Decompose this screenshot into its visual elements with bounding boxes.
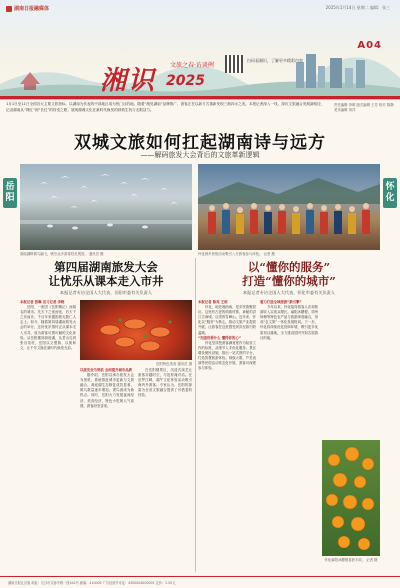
left-body-2: 据介绍，岳阳以承办旅发大会为契机，系统推进城市更新与文旅融合。洞庭湖生态修复成效显著，候鸟数量逐年增加，观鸟游成为新热点。同时，岳阳大力发展夜间经济、美食经济，特色小吃街人气高涨，游客纷至沓来。 [80,373,134,408]
left-col-1 [20,300,76,574]
right-col-1 [198,300,256,574]
caption-lake: 洞庭湖畔候鸟翩飞，吸引众多游客驻足观赏。 通讯员 摄 [20,252,104,256]
issue-date: 2025年1月14日 星期二 编辑：张三 [325,5,390,10]
right-subheading-1: “知道你要什么 懂得你的心” [198,335,241,340]
left-col-3 [138,368,192,574]
photo-dongting-lake [20,164,192,250]
skyline-illustration [0,44,400,100]
left-section-subtitle: 本报记者专访全国人大代表、岳阳市委有关负责人 [59,290,153,295]
left-body-3: 在岳阳楼景区，沉浸式演艺让游客穿越时空，与范仲淹对话。在汨罗江畔，端午文化体验活动吸引海内外游客。专家认为，岳阳的探索为全省文旅融合提供了可借鉴的经验。 [138,368,192,398]
left-body-1: 岳阳，一座因《岳阳楼记》而闻名的城市。先天下之忧而忧，后天下之乐而乐，千百年来激励着无数仁人志士。如今，随着第四届湖南旅发大会的举办，这份忧乐情怀正从课本走入市井，成为游客可感可触的文化体验。从岳阳楼到洞庭湖，从君山岛到张谷英村，岳阳以文塑旅、以旅彰文，让千年文脉在新时代焕发光彩。 [20,305,76,350]
main-headline: 双城文旅如何扛起湖南诗与远方 [74,133,326,153]
photo-folk-festival [198,164,380,250]
orange-harvest-illustration [322,440,380,556]
left-title-line2: 让忧乐从课本走入市井 [48,274,164,288]
crayfish-illustration [80,300,192,360]
right-body-3: 今年以来，怀化接待游客人次和旅游收入实现双增长。麻阳冰糖橙、靖州杨梅等特色农产品与旅游深度融合，形成“农文旅”一体化发展格局。下一步，怀化将持续优化营商环境，吸引更多优质项目落地，全力建设国内外知名旅游目的地。 [260,305,318,340]
left-title-line1: 第四届湖南旅发大会 [54,260,158,274]
right-body-2: 怀化坚持把游客满意度作为检验工作的标准，从细节入手优化服务。景区增设便民设施，推出一站式预约平台，打造智慧旅游体验。侗族大歌、芦笙表演等民俗活动常态化开展，游客可深度参与体验。 [198,340,256,371]
left-subheading: 以旅发会为契机 全面提升城市品质 [80,368,133,372]
editor-credits: 责任编辑 李明 版式编辑 王芳 校对 陈静 美术编辑 刘洋 [334,103,394,112]
side-tab-yueyang: 岳阳 [3,178,17,208]
photo-crayfish-dish [80,300,192,360]
column-divider [195,258,196,572]
right-body-1: 怀化，地处湘西南，是多民族聚居区。这里有古老的侗族村寨、神秘的洪江古商城、壮美的雪峰山。近年来，怀化以“服务”为核心，推动文旅产业提质升级，让游客在这里感受到宾至如归的温暖。 [198,305,256,335]
bird-flock-illustration [20,164,192,250]
caption-oranges: 怀化麻阳冰糖橙喜获丰收。 记者 摄 [324,558,378,562]
festival-illustration [198,164,380,250]
right-section-subtitle: 本报记者专访全国人大代表、怀化市委有关负责人 [242,290,336,295]
side-tab-huaihua: 怀化 [383,178,397,208]
photo-oranges [322,440,380,556]
column-subtitle: 文旅之春·访谈例 [170,62,214,69]
right-title-line2: 打造“懂你的城市” [242,274,336,288]
page-footer: 湖南日报社出版 地址：长沙市芙蓉中路一段442号 邮编：410005 广告经营许可证：4300004000005 定价：1.50元 [0,576,400,588]
qr-caption: 扫码看湘识，了解更多精彩内容 [247,58,303,63]
masthead-rule [0,96,400,99]
right-title-line1: 以“懂你的服务” [247,260,331,274]
right-byline: 本报记者 陈亮 王雨 [198,300,228,304]
logo-icon [6,6,12,12]
left-section-title [20,260,192,288]
newspaper-logo [6,5,49,12]
caption-food: 岳阳特色美食 通讯员 摄 [155,362,192,366]
column-title: 湘识 [100,66,157,96]
right-section-title [198,260,380,288]
left-byline: 本报记者 张琳 见习记者 李晓 [20,300,65,304]
right-subheading-2: 着力打造全域旅游“新引擎” [260,300,302,304]
summary-text: 1月1日至11日全国各大主要文旅指标，以湖南为代表的中部地区成为热门目的地。随着“湘见湖南”品牌推广，游客正在以新方式重新发现三湘四水之美。本报记者深入一线，探访文旅融合发展新路径，记录湖南从“网红”到“长红”的转变之路，展现湖湘文化在新时代焕发的勃勃生机与无限活力。 [6,102,325,112]
right-col-2 [260,300,318,574]
qr-code-icon[interactable] [225,55,243,73]
masthead [0,0,400,100]
main-subheadline: ——解码旅发大会背后的文旅革新逻辑 [140,151,260,159]
column-year: 2025 [166,73,205,89]
left-col-2 [80,368,134,574]
logo-text: 湖南日报融媒体 [14,6,50,12]
caption-festival: 怀化侗乡民俗活动吸引八方游客参与体验。 记者 摄 [198,252,275,256]
page-number: A04 [357,40,382,51]
